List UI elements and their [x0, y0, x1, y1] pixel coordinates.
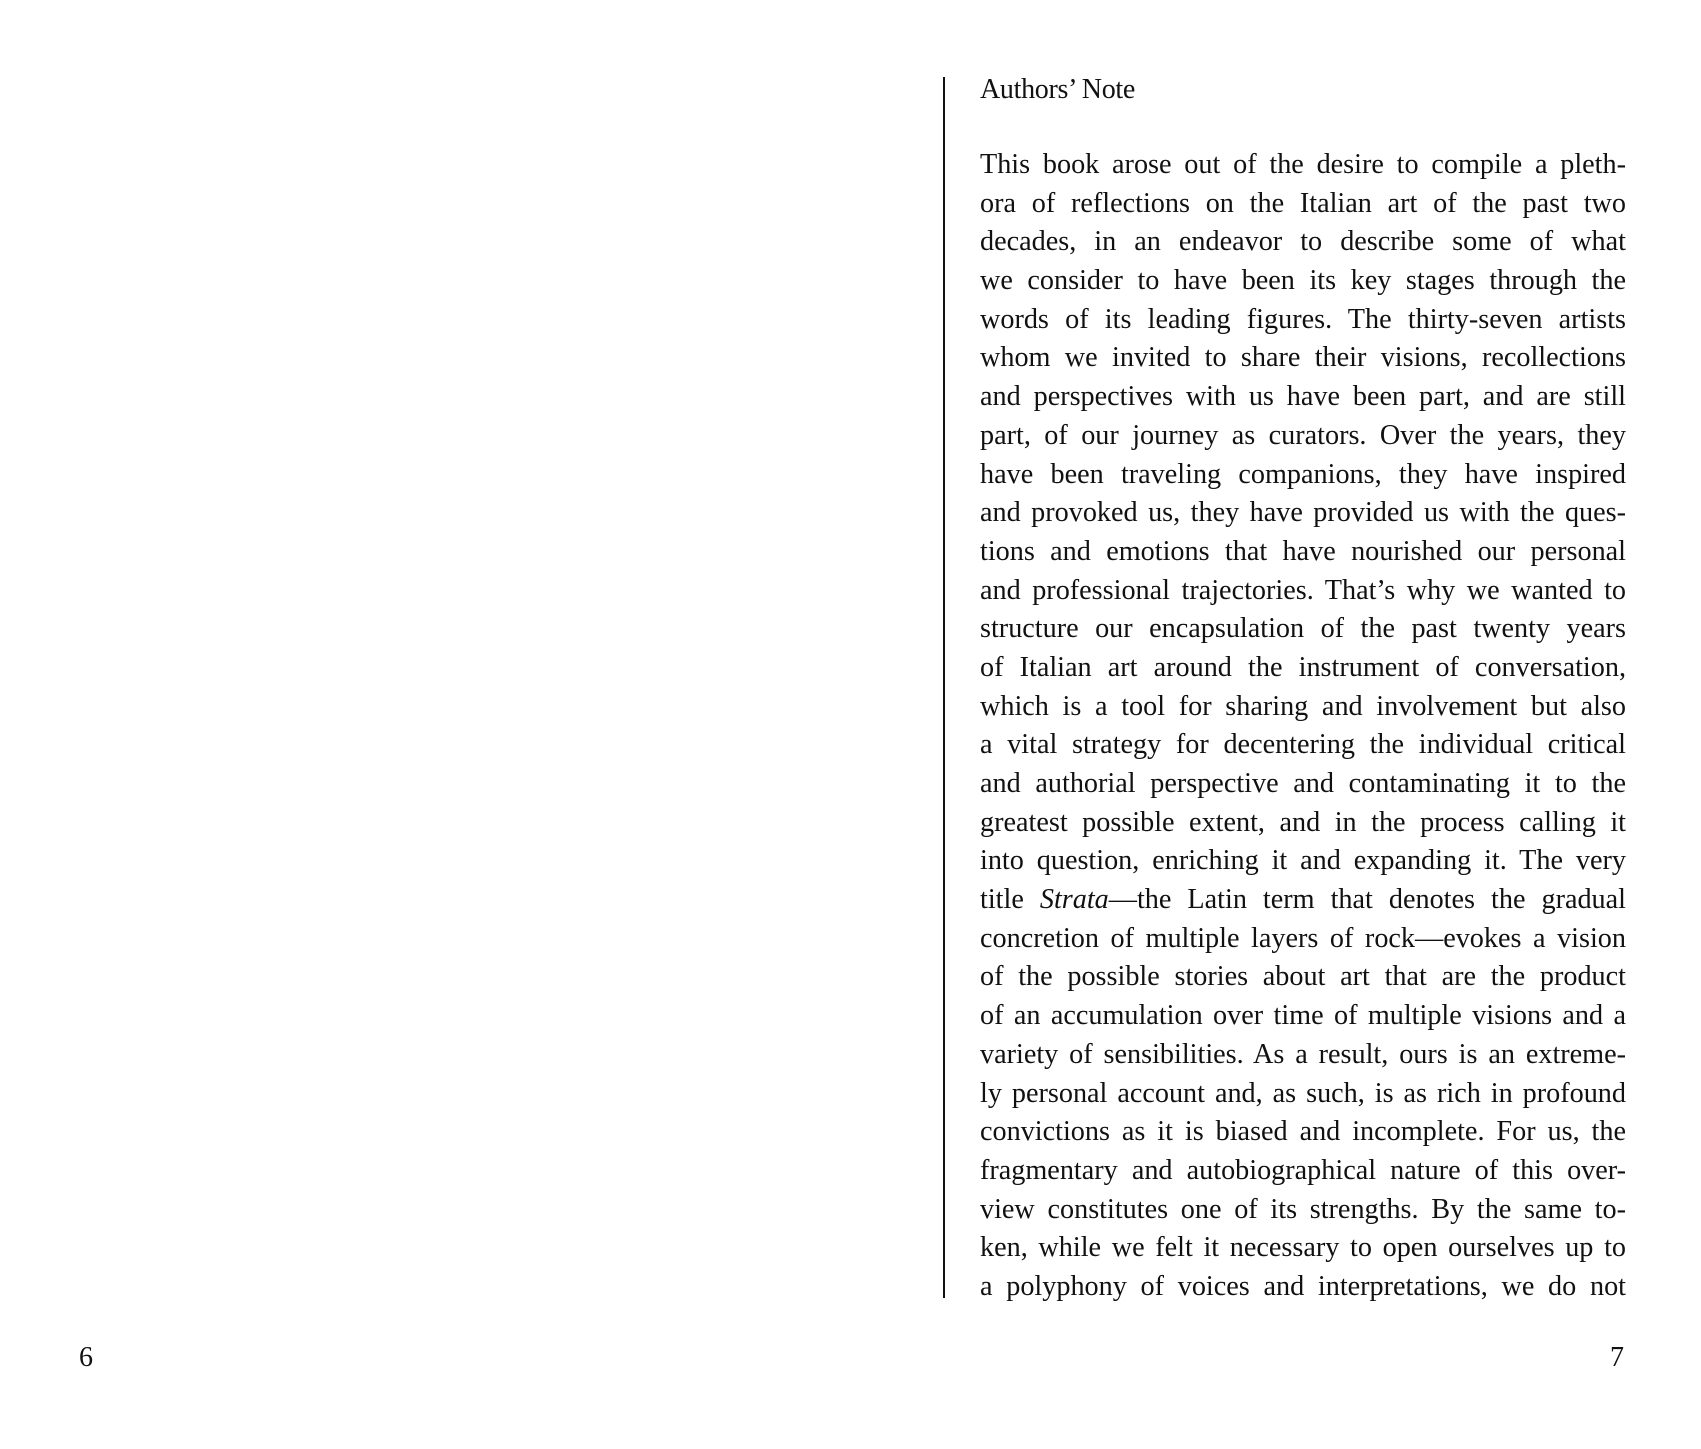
italic-title-strata: Strata: [1039, 884, 1109, 916]
body-line: a polyphony of voices and interpretations, we do not: [980, 1270, 1626, 1302]
body-line: title Strata—the Latin term that denotes the gradual: [980, 884, 1626, 916]
body-line: and perspectives with us have been part, and are still: [980, 381, 1626, 413]
body-line: into question, enriching it and expanding it. The very: [980, 845, 1626, 877]
body-line: and authorial perspective and contaminating it to the: [980, 768, 1626, 799]
body-paragraph: [980, 146, 1626, 1307]
body-line: and provoked us, they have provided us with the ques-: [980, 497, 1626, 529]
body-line: ora of reflections on the Italian art of the past two: [980, 187, 1626, 219]
body-line: which is a tool for sharing and involvement but also: [980, 690, 1626, 722]
section-title: Authors’ Note: [980, 74, 1135, 105]
body-line: ken, while we felt it necessary to open ourselves up to: [980, 1232, 1626, 1264]
page-number-right: 7: [1610, 1342, 1624, 1373]
left-page: [0, 0, 850, 1449]
body-line: and professional trajectories. That’s why we wanted to: [980, 574, 1626, 606]
body-line: we consider to have been its key stages through the: [980, 265, 1626, 297]
body-line: structure our encapsulation of the past twenty years: [980, 613, 1626, 645]
body-line: tions and emotions that have nourished our personal: [980, 535, 1626, 567]
body-line: decades, in an endeavor to describe some of what: [980, 226, 1626, 258]
body-line: of the possible stories about art that are the product: [980, 961, 1626, 993]
body-line: view constitutes one of its strengths. By the same to-: [980, 1193, 1626, 1225]
body-line: fragmentary and autobiographical nature of this over-: [980, 1154, 1626, 1186]
body-line: a vital strategy for decentering the individual critical: [980, 729, 1626, 761]
body-line: have been traveling companions, they have inspired: [980, 458, 1626, 490]
body-line: words of its leading figures. The thirty-seven artists: [980, 303, 1626, 335]
margin-rule-divider: [943, 77, 945, 1298]
body-line: convictions as it is biased and incomplete. For us, the: [980, 1116, 1626, 1148]
body-line: whom we invited to share their visions, recollections: [980, 342, 1626, 374]
page-number-left: 6: [79, 1342, 93, 1373]
body-line: greatest possible extent, and in the process calling it: [980, 806, 1626, 838]
body-line: of Italian art around the instrument of conversation,: [980, 651, 1626, 683]
body-line: variety of sensibilities. As a result, ours is an extreme-: [980, 1038, 1626, 1070]
body-line: part, of our journey as curators. Over the years, they: [980, 419, 1626, 451]
body-line: This book arose out of the desire to compile a pleth-: [980, 149, 1626, 180]
body-line: of an accumulation over time of multiple visions and a: [980, 1000, 1626, 1032]
body-line: concretion of multiple layers of rock—evokes a vision: [980, 922, 1626, 954]
body-line: ly personal account and, as such, is as rich in profound: [980, 1077, 1626, 1109]
